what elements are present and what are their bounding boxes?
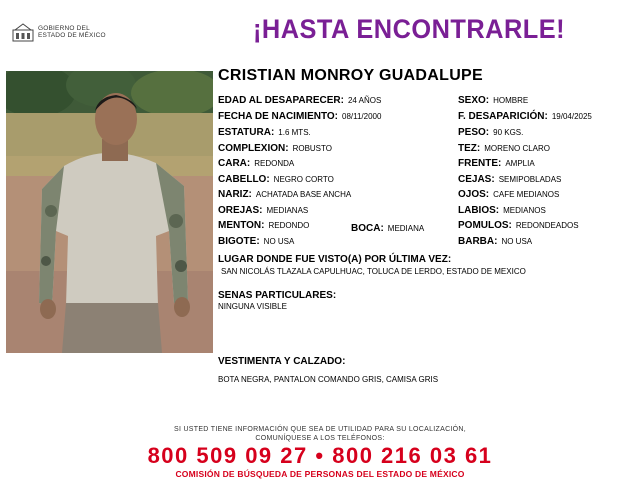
field-labios (458, 205, 546, 217)
vestimenta-label: VESTIMENTA Y CALZADO: (218, 356, 346, 367)
menton-value: REDONDO (268, 221, 310, 230)
field-fecha-nacimiento (218, 111, 381, 123)
field-cabello (218, 174, 334, 186)
last-seen-value: SAN NICOLÁS TLAZALA CAPULHUAC, TOLUCA DE LERDO, ESTADO DE MEXICO (221, 267, 526, 276)
cabello-value: NEGRO CORTO (273, 175, 334, 184)
field-menton (218, 220, 309, 232)
field-f-desaparicion (458, 111, 592, 123)
field-barba (458, 236, 532, 248)
f-desaparicion-label: F. DESAPARICIÓN: (458, 111, 548, 122)
boca-label: BOCA: (351, 223, 384, 234)
footer-note-1: SI USTED TIENE INFORMACIÓN QUE SEA DE UTILIDAD PARA SU LOCALIZACIÓN, (173, 426, 467, 433)
sexo-label: SEXO: (458, 95, 490, 106)
sexo-value: HOMBRE (493, 96, 529, 105)
cabello-label: CABELLO: (218, 174, 270, 185)
field-nariz (218, 189, 351, 201)
field-cejas (458, 174, 561, 186)
bigote-value: NO USA (263, 237, 295, 246)
orejas-label: OREJAS: (218, 205, 263, 216)
field-bigote (218, 236, 294, 248)
phone-1[interactable]: 800 509 09 27 (147, 443, 308, 468)
peso-value: 90 KGS. (493, 128, 524, 137)
field-cara (218, 158, 294, 170)
field-estatura (218, 127, 311, 139)
complexion-value: ROBUSTO (292, 144, 332, 153)
cejas-value: SEMIPOBLADAS (498, 175, 562, 184)
estatura-value: 1.6 MTS. (278, 128, 311, 137)
field-complexion (218, 143, 332, 155)
nariz-value: ACHATADA BASE ANCHA (255, 190, 352, 199)
field-ojos (458, 189, 559, 201)
peso-label: PESO: (458, 127, 490, 138)
barba-label: BARBA: (458, 236, 498, 247)
fecha-nacimiento-value: 08/11/2000 (342, 112, 382, 121)
government-logo (12, 22, 106, 42)
nariz-label: NARIZ: (218, 189, 252, 200)
edad-value: 24 AÑOS (347, 96, 382, 105)
ojos-value: CAFE MEDIANOS (493, 190, 560, 199)
logo-line-1: GOBIERNO DEL (38, 25, 90, 32)
tez-value: MORENO CLARO (484, 144, 551, 153)
bigote-label: BIGOTE: (218, 236, 260, 247)
field-peso (458, 127, 523, 139)
banner-title: ¡HASTA ENCONTRARLE! (253, 14, 566, 44)
tez-label: TEZ: (458, 143, 481, 154)
frente-label: FRENTE: (458, 158, 502, 169)
menton-label: MENTON: (218, 220, 265, 231)
field-pomulos (458, 220, 579, 232)
boca-value: MEDIANA (387, 224, 425, 233)
commission-name: COMISIÓN DE BÚSQUEDA DE PERSONAS DEL ESTADO DE MÉXICO (175, 469, 465, 479)
phone-numbers (0, 443, 640, 469)
field-edad (218, 95, 381, 107)
pomulos-label: POMULOS: (458, 220, 512, 231)
estatura-label: ESTATURA: (218, 127, 275, 138)
person-name: CRISTIAN MONROY GUADALUPE (218, 67, 483, 84)
complexion-label: COMPLEXION: (218, 143, 289, 154)
labios-value: MEDIANOS (503, 206, 546, 215)
edad-label: EDAD AL DESAPARECER: (218, 95, 344, 106)
vestimenta-value: BOTA NEGRA, PANTALON COMANDO GRIS, CAMISA GRIS (218, 375, 439, 384)
frente-value: AMPLIA (505, 159, 535, 168)
labios-label: LABIOS: (458, 205, 500, 216)
footer-note-2: COMUNÍQUESE A LOS TELÉFONOS: (255, 435, 385, 442)
ojos-label: OJOS: (458, 189, 490, 200)
state-emblem-icon (12, 22, 34, 42)
cara-label: CARA: (218, 158, 251, 169)
phone-separator: • (315, 443, 325, 468)
phone-2[interactable]: 800 216 03 61 (332, 443, 493, 468)
f-desaparicion-value: 19/04/2025 (551, 112, 592, 121)
pomulos-value: REDONDEADOS (515, 221, 579, 230)
person-photo-illustration (6, 71, 213, 353)
last-seen-label: LUGAR DONDE FUE VISTO(A) POR ÚLTIMA VEZ: (218, 254, 452, 265)
field-sexo (458, 95, 528, 107)
person-photo (6, 71, 213, 353)
barba-value: NO USA (501, 237, 533, 246)
fecha-nacimiento-label: FECHA DE NACIMIENTO: (218, 111, 338, 122)
senas-label: SENAS PARTICULARES: (218, 290, 337, 301)
field-tez (458, 143, 550, 155)
senas-value: NINGUNA VISIBLE (218, 302, 287, 311)
field-frente (458, 158, 535, 170)
cara-value: REDONDA (254, 159, 295, 168)
field-boca (351, 223, 424, 235)
orejas-value: MEDIANAS (266, 206, 309, 215)
cejas-label: CEJAS: (458, 174, 495, 185)
logo-line-2: ESTADO DE MÉXICO (38, 32, 106, 39)
field-orejas (218, 205, 308, 217)
